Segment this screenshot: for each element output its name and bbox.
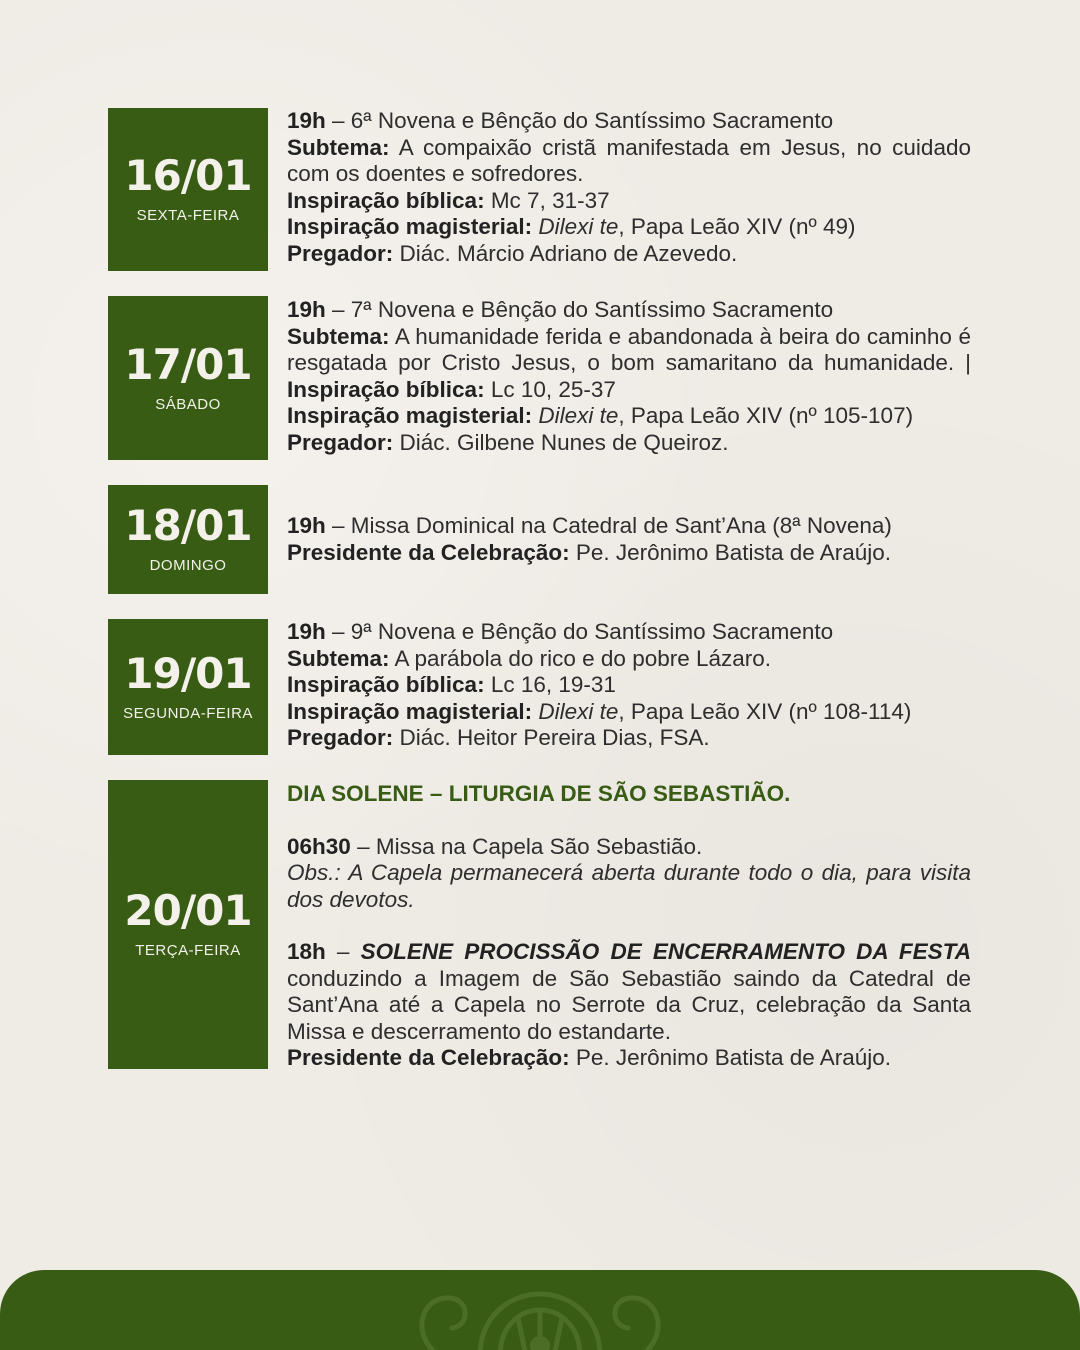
weekday-label: TERÇA-FEIRA xyxy=(135,942,241,959)
biblica-line: Inspiração bíblica: Lc 16, 19-31 xyxy=(287,672,616,697)
subtema-line: Subtema: A humanidade ferida e abandonada à beira do caminho é resgatada por Cristo Jesus, o bom samaritano da humanidade. | Inspiração bíblica: Lc 10, 25-37 xyxy=(287,323,971,402)
weekday-label: SEGUNDA-FEIRA xyxy=(123,704,253,722)
entry-17-01-details xyxy=(287,297,971,456)
obs-note: Obs.: A Capela permanecerá aberta durante todo o dia, para visita dos devotos. xyxy=(287,860,971,912)
presidente-line: Presidente da Celebração: Pe. Jerônimo Batista de Araújo. xyxy=(287,1045,892,1070)
weekday-label: DOMINGO xyxy=(149,557,227,574)
procession-line: 18h – SOLENE PROCISSÃO DE ENCERRAMENTO DA FESTA conduzindo a Imagem de São Sebastião saindo da Catedral de Sant’Ana até a Capela no Serrote da Cruz, celebração da Santa Missa e descerramento do estandarte. xyxy=(287,939,971,1044)
footer-band xyxy=(0,1270,1080,1350)
weekday-label: SÁBADO xyxy=(155,395,221,413)
weekday-label: SEXTA-FEIRA xyxy=(136,207,240,224)
time-line: 19h – 9ª Novena e Bênção do Santíssimo Sacramento xyxy=(287,619,834,644)
subtema-line: Subtema: A parábola do rico e do pobre Lázaro. xyxy=(287,645,772,671)
ornament-icon xyxy=(400,1276,680,1350)
entry-19-01-details xyxy=(287,619,971,752)
date-box-19-01 xyxy=(108,619,268,755)
biblica-line: Inspiração bíblica: Mc 7, 31-37 xyxy=(287,187,610,213)
date-number: 20/01 xyxy=(124,886,252,935)
entry-18-01-details xyxy=(287,513,971,566)
pregador-line: Pregador: Diác. Gilbene Nunes de Queiroz. xyxy=(287,429,729,455)
magisterial-line: Inspiração magisterial: Dilexi te, Papa Leão XIV (nº 49) xyxy=(287,214,856,239)
pregador-line: Pregador: Diác. Heitor Pereira Dias, FSA. xyxy=(287,725,710,750)
date-box-16-01 xyxy=(108,108,268,271)
entry-16-01-details xyxy=(287,108,971,267)
date-box-20-01 xyxy=(108,780,268,1069)
date-box-17-01 xyxy=(108,296,268,460)
date-number: 16/01 xyxy=(124,151,252,200)
date-box-18-01 xyxy=(108,485,268,594)
time-line: 19h – Missa Dominical na Catedral de Sant’Ana (8ª Novena) xyxy=(287,513,892,538)
magisterial-line: Inspiração magisterial: Dilexi te, Papa Leão XIV (nº 108-114) xyxy=(287,698,912,724)
date-number: 19/01 xyxy=(124,648,252,698)
time-line-morning: 06h30 – Missa na Capela São Sebastião. xyxy=(287,833,703,859)
spacer xyxy=(287,808,971,834)
magisterial-line: Inspiração magisterial: Dilexi te, Papa Leão XIV (nº 105-107) xyxy=(287,403,914,428)
date-number: 17/01 xyxy=(124,339,252,389)
pregador-line: Pregador: Diác. Márcio Adriano de Azevedo. xyxy=(287,240,738,266)
entry-20-01-details xyxy=(287,781,971,1072)
spacer xyxy=(287,913,971,939)
date-number: 18/01 xyxy=(124,501,252,550)
subtema-line: Subtema: A compaixão cristã manifestada em Jesus, no cuidado com os doentes e sofredores. xyxy=(287,134,971,186)
time-line: 19h – 7ª Novena e Bênção do Santíssimo Sacramento xyxy=(287,297,834,322)
solemn-day-heading: DIA SOLENE – LITURGIA DE SÃO SEBASTIÃO. xyxy=(287,781,791,806)
time-line: 19h – 6ª Novena e Bênção do Santíssimo Sacramento xyxy=(287,108,834,133)
presidente-line: Presidente da Celebração: Pe. Jerônimo Batista de Araújo. xyxy=(287,539,892,565)
